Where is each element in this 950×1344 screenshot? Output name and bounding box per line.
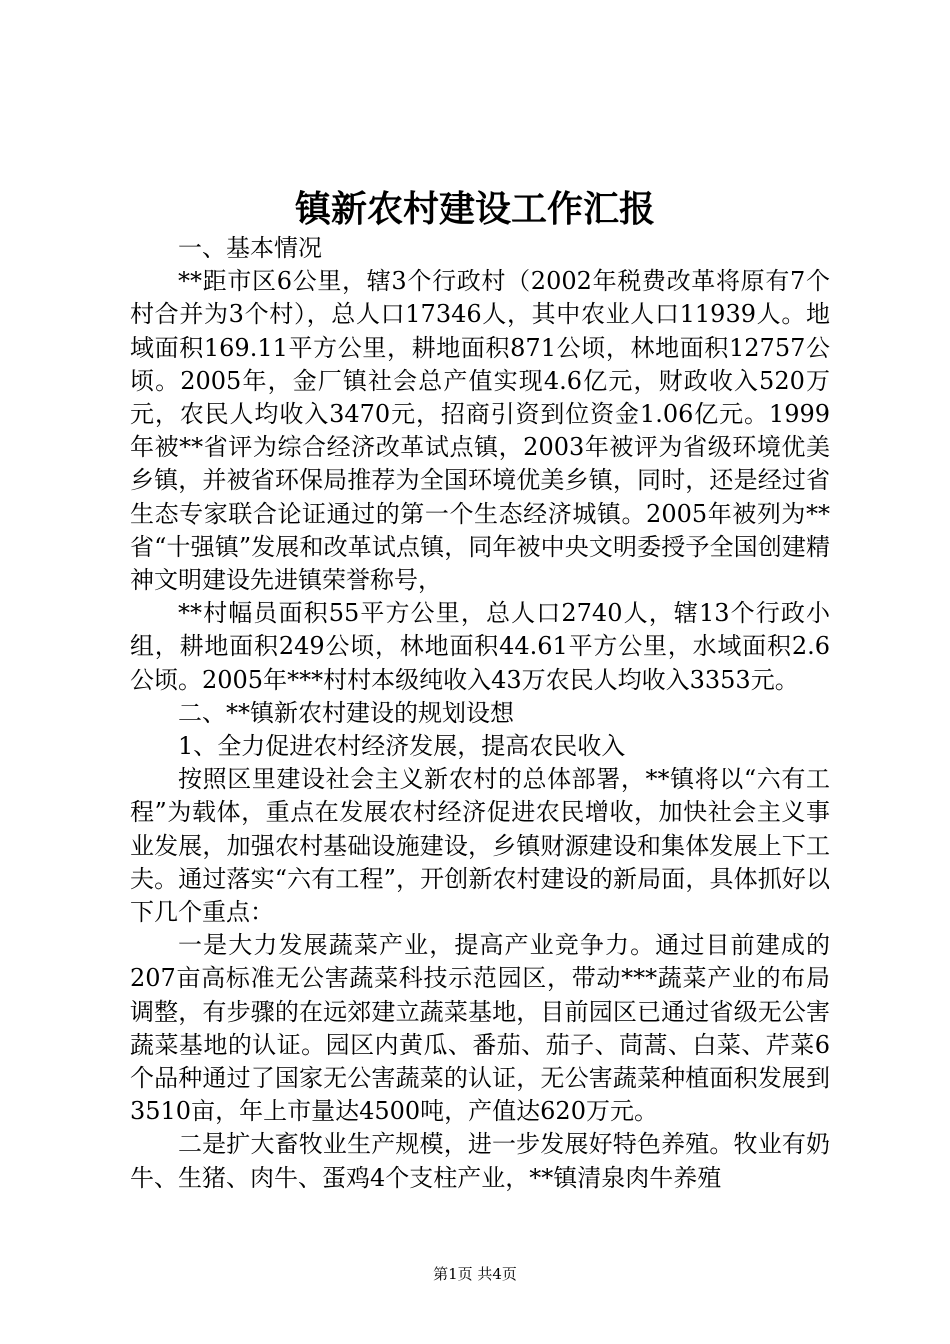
subheading-economy: 1、全力促进农村经济发展，提高农民收入	[178, 732, 626, 761]
document-title: 镇新农村建设工作汇报	[294, 188, 655, 230]
paragraph-deployment: 按照区里建设社会主义新农村的总体部署，**镇将以“六有工程”为载体，重点在发展农村经济促进农民增收，加快社会主义事业发展，加强农村基础设施建设，乡镇财源建设和集体发展上下工夫。通过落实“六有工程”，开创新农村建设的新局面，具体抓好以下几个重点：	[130, 765, 830, 927]
paragraph-vegetable-industry: 一是大力发展蔬菜产业，提高产业竞争力。通过目前建成的207亩高标准无公害蔬菜科技示范园区，带动***蔬菜产业的布局调整，有步骤的在远郊建立蔬菜基地，目前园区已通过省级无公害蔬菜基地的认证。园区内黄瓜、番茄、茄子、茼蒿、白菜、芹菜6个品种通过了国家无公害蔬菜的认证，无公害蔬菜种植面积发展到3510亩，年上市量达4500吨，产值达620万元。	[130, 931, 830, 1126]
section-heading-planning: 二、**镇新农村建设的规划设想	[178, 698, 514, 727]
paragraph-village-overview: **村幅员面积55平方公里，总人口2740人，辖13个行政小组，耕地面积249公顷，林地面积44.61平方公里，水域面积2.6公顷。2005年***村村本级纯收入43万农民人均收入3353元。	[130, 599, 830, 694]
section-heading-basic-info: 一、基本情况	[178, 234, 322, 262]
page-footer: 第1页 共4页	[433, 1265, 517, 1283]
paragraph-livestock: 二是扩大畜牧业生产规模，进一步发展好特色养殖。牧业有奶牛、生猪、肉牛、蛋鸡4个支柱产业，**镇清泉肉牛养殖	[130, 1130, 830, 1192]
paragraph-town-overview: **距市区6公里，辖3个行政村（2002年税费改革将原有7个村合并为3个村），总人口17346人，其中农业人口11939人。地域面积169.11平方公里，耕地面积871公顷，林地面积12757公顷。2005年，金厂镇社会总产值实现4.6亿元，财政收入520万元，农民人均收入3470元，招商引资到位资金1.06亿元。1999年被**省评为综合经济改革试点镇，2003年被评为省级环境优美乡镇，并被省环保局推荐为全国环境优美乡镇，同时，还是经过省生态专家联合论证通过的第一个生态经济城镇。2005年被列为**省“十强镇”发展和改革试点镇，同年被中央文明委授予全国创建精神文明建设先进镇荣誉称号，	[130, 267, 830, 595]
document-body	[130, 232, 830, 1195]
